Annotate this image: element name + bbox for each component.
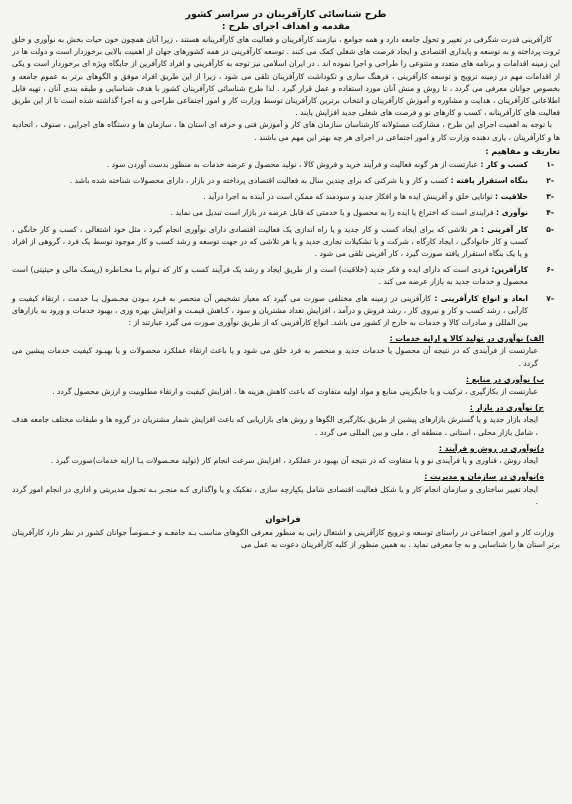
definitions-list — [12, 159, 560, 329]
document-title: طرح شناسائی کارآفرینان در سراسر کشور — [185, 9, 387, 20]
innovation-type-heading: الف) نوآوری در تولید کالا و ارایه خدمات : — [389, 334, 544, 344]
item-number: -۷ — [546, 293, 554, 303]
innovation-types — [12, 333, 560, 508]
definition-text: توانایی خلق و آفرینش ایده ها و افکار جدید و سودمند که ممکن است در آینده به اجرا درآید . — [203, 192, 495, 202]
definition-item — [12, 207, 560, 219]
definition-text: فرایندی است که اختراع یا ایده را به محصول و یا خدمتی که قابل عرضه در بازار است تبدیل می نماید . — [170, 208, 497, 218]
definition-text: هر تلاشی که برای ایجاد کسب و کار جدید و یا راه اندازی یک فعالیت اقتصادی دارای نوآوری انجام گیرد ، مثل خود اشتغالی ، کسب و کار خانگی ، کسب و کار خانوادگی ، ایجاد کارگاه ، شرکت و یا تشکیلات تجاری جدید و یا هر تلاشی که در جهت توسعه و رشد کسب و کار موجود توسط یک فرد ، گروهی از افراد و یا یک بنگاه استقرار یافته صورت گیرد ، کار آفرینی تلقی می شود . — [12, 224, 528, 259]
definition-term: کسب و کار : — [480, 159, 528, 169]
item-number: -۵ — [546, 224, 554, 234]
definition-term: کار آفرینی : — [481, 224, 528, 234]
call-text: وزارت کار و امور اجتماعی در راستای توسعه و ترویج کارآفرینی و اشتغال زایی به منظور معرفی الگوهای مناسب بـه جامعـه و خـصوصاً جوانان کشور در نظر دارد کارآفرینان برتر استان ها را شناسایی و به جا معرفی نماید . به همین منظور از کلیه کارآفرینان دعوت به عمل می — [12, 528, 560, 550]
innovation-type-heading: د)نوآوری در روش و فرآیند : — [438, 443, 544, 453]
innovation-type-heading: ب) نوآوری در منابع : — [466, 374, 544, 384]
call-heading: فراخوان — [265, 514, 301, 525]
definition-item — [12, 191, 560, 203]
definition-item — [12, 175, 560, 187]
definition-term: نوآوری : — [496, 208, 528, 218]
innovation-type — [12, 443, 544, 467]
definition-term: ابعاد و انواع کارآفرینی : — [434, 293, 528, 303]
innovation-type — [12, 333, 544, 370]
item-number: -۱ — [546, 159, 554, 169]
definition-text: فردی است که دارای ایده و فکر جدید (خلاقیت) است و از طریق ایجاد و رشد یک فرآیند کسب و کار که تـوأم بـا مخـاطره (ریسک مالی و حیثیتی) است محصول و خدمات جدید به بازار عرضه می کند . — [12, 265, 528, 287]
definition-item — [12, 159, 560, 171]
innovation-type-text: ایجاد روش ، فناوری و یا فرآیندی نو و یا متفاوت که در نتیجه آن بهبود در عملکرد ، افزایش سرعت انجام کار (تولید محـصولات یـا ارایه خدمات)صورت گیرد . — [50, 456, 538, 466]
section-heading-definitions: تعاریف و مفاهیم : — [485, 145, 560, 156]
intro-section — [12, 34, 560, 144]
intro-paragraph: کارآفرینی قدرت شگرفی در تغییر و تحول جامعه دارد و همه جوامع ، نیازمند کارآفرینان و فعالیت های کارآفرینانه هستند ، زیرا آنان همچون خون حیات بخش به نوآوری و خلق ثروت پرداخته و به توسعه و پایداری اقتصادی و ایجاد فرصت های شغلی کمک می کنند . توسعه کارآفرینی در همه کشورهای جهان از اهمیت بالایی برخوردار است و دولت ها در این زمینه اقدامات و برنامه های متعدد و متنوعی را طراحی و اجرا نموده اند . در ایران اسلامی نیز توجه به کارآفرینی و افراد کارآفرین از جایگاه ویژه ای برخوردار است و یکی از اقدامات مهم در زمینه ترویج و توسعه کارآفرینی ، فرهنگ سازی و تکوداشت کارآفرینان تلقی می شود ، زیرا از این طریق افراد موفق و الگوهای برتر به عموم جامعه و بخصوص جوانان معرفی می گردد ، تا روش و منش آنان مورد استفاده و عمل قرار گیرد . لذا طرح شناسائی کارآفرینان کشور با هدف شناسایی و طبقه بندی آنان ، تهیه فایل اطلاعاتی کارآفرینان ، هدایت و مشاوره و آموزش کارآفرینان و انتخاب برترین کارآفرینان توسط وزارت کار و امور اجتماعی طراحی و به اجرا گذاشته شده است تا از این طریق فعالیت های کارآفرینانه ، کسب و کارهای نو و فرصت های شغلی جدید افزایش یابند . — [12, 35, 560, 118]
definition-item — [12, 224, 560, 261]
innovation-type-text: عبارتست از فرآیندی که در نتیجه آن محصول یا خدمات جدید و منحصر به فرد خلق می شود و یا باعث ارتقاء عملکرد محصولات و یا بهبـود کیفیت خدمات پیشین می گردد . — [12, 346, 538, 368]
innovation-type-text: ایجاد بازار جدید و یا گسترش بازارهای پیشین از طریق بکارگیری الگوها و روش های بازاریابی که باعث افزایش شمار مشتریان در گروه ها و طبقات مختلف جامعه هدف ، شامل بازار محلی ، استانی ، منطقه ای ، ملی و بین المللی می گردد . — [12, 415, 538, 437]
call-section — [12, 514, 560, 552]
innovation-type — [12, 471, 544, 508]
innovation-type-heading: ه)نوآوری در سازمان و مدیریت : — [424, 472, 544, 482]
definition-text: کسب و کار و یا شرکتی که برای چندین سال به فعالیت اقتصادی پرداخته و در بازار ، دارای محصولات شناخته شده باشد . — [69, 176, 451, 186]
definition-text: عبارتست از هر گونه فعالیت و فرآیند خرید و فروش کالا ، تولید محصول و عرضه خدمات به منظور بدست آوردن سود . — [106, 159, 481, 169]
item-number: -۴ — [546, 208, 554, 218]
section-heading-intro: مقدمه و اهداف اجرای طرح : — [221, 22, 351, 32]
intro-paragraph: با توجه به اهمیت اجرای این طرح ، مشارکت مسئولانه کارشناسان سازمان های کار و آموزش فنی و حرفه ای استان ها ، سازمان ها و دستگاه های اجرایی ، صنوف ، اتحادیه ها و کارآفرینان ، یاری دهنده وزارت کار و امور اجتماعی در اجرای هر چه بهتر این مهم می باشند . — [12, 120, 560, 142]
definition-item — [12, 264, 560, 288]
innovation-type-text: ایجاد تغییر ساختاری و سازمان انجام کار و یا شکل فعالیت اقتصادی شامل یکپارچه سازی ، تفکیک و یا واگذاری کـه منجـر بـه تحـول مدیریتی و اداری در انجام امور گردد . — [12, 484, 538, 506]
item-number: -۶ — [546, 265, 554, 275]
innovation-type-heading: ج) نوآوری در بازار : — [469, 403, 544, 413]
item-number: -۲ — [546, 176, 554, 186]
definition-text: کارآفرینی در زمینه های مختلفی صورت می گیرد که معیار تشخیص آن منحصر به فـرد بـودن محـصول یـا خدمت ، ارتقاء کیفیت و کارآیی ، رشد کسب و کار و نیروی کار ، رشد فروش و درآمد ، افزایش تعداد مشتریان و سود ، کـاهش قیمـت و افزایش بهره وری ، بهبود خدمات و ورود به بازارهای بین المللی و صادرات کالا و خدمات به خارج از کشور می باشد. انواع کارآفرینی که از طریق نوآوری صورت می گیرد عبارتند از : — [12, 293, 528, 328]
innovation-type — [12, 402, 544, 439]
definition-term: خلاقیت : — [494, 192, 528, 202]
definition-item — [12, 293, 560, 330]
definition-term: کارآفرین: — [491, 265, 528, 275]
definition-term: بنگاه استقرار یافته : — [450, 176, 528, 186]
item-number: -۳ — [546, 192, 554, 202]
innovation-type-text: عبارتست از بکارگیری ، ترکیب و یا جایگزینی منابع و مواد اولیه متفاوت که باعث کاهش هزینه ها ، افزایش کیفیت و ارتقاء مطلوبیت و ارزش محصول گردد . — [52, 387, 538, 397]
innovation-type — [12, 374, 544, 398]
